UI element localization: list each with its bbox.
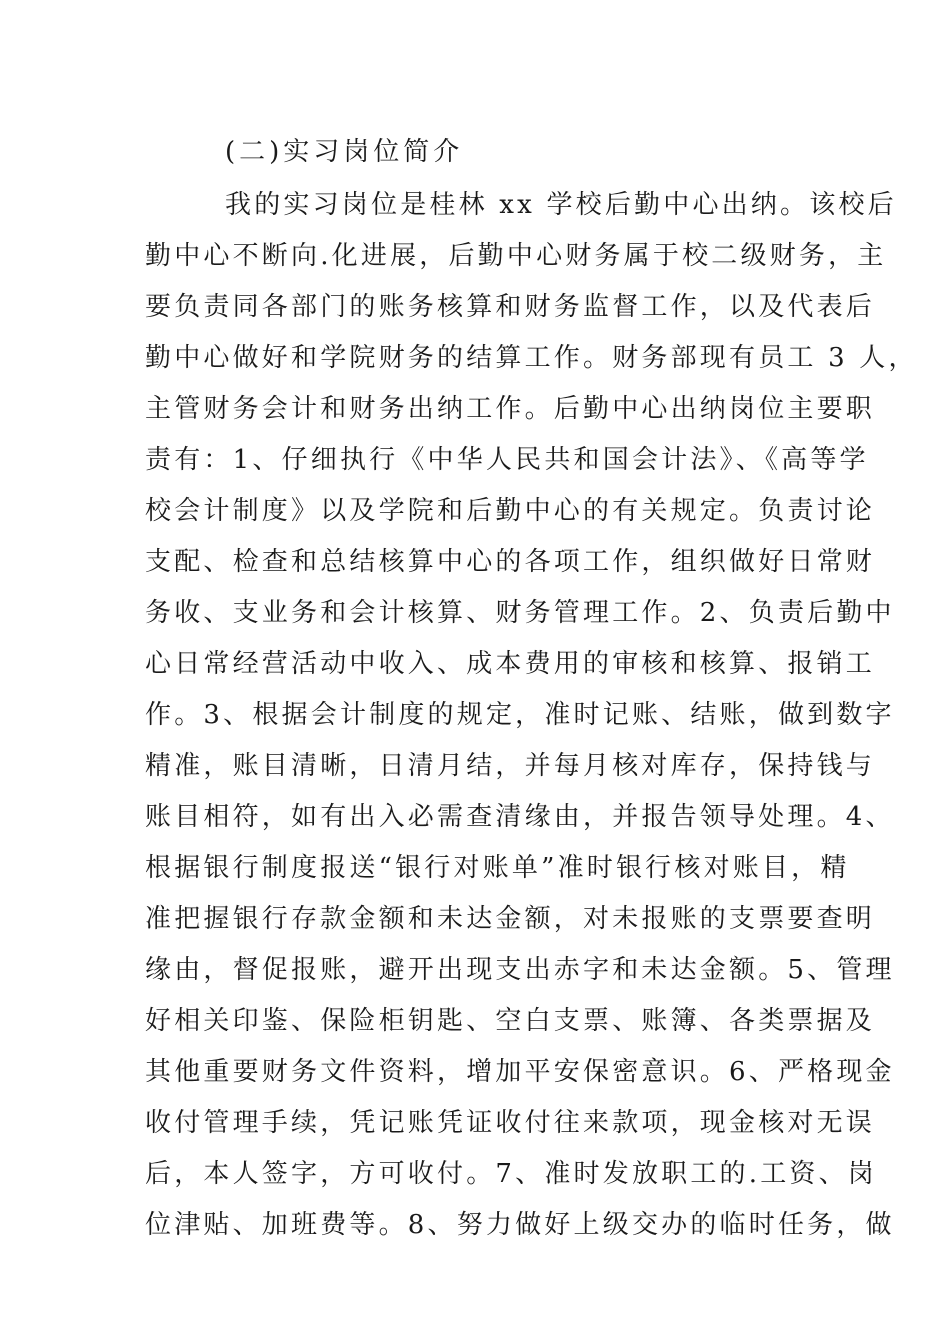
text-line: 支配、检查和总结核算中心的各项工作，组织做好日常财 xyxy=(145,547,876,577)
text-line: 位津贴、加班费等。8、努力做好上级交办的临时任务，做 xyxy=(145,1210,895,1240)
text-line: 精准，账目清晰，日清月结，并每月核对库存，保持钱与 xyxy=(145,751,876,781)
text-line: 缘由，督促报账，避开出现支出赤字和未达金额。5、管理 xyxy=(145,955,895,985)
text-line: 勤中心做好和学院财务的结算工作。财务部现有员工 3 人， xyxy=(145,343,918,373)
text-line: 好相关印鉴、保险柜钥匙、空白支票、账簿、各类票据及 xyxy=(145,1006,876,1036)
text-line: 主管财务会计和财务出纳工作。后勤中心出纳岗位主要职 xyxy=(145,394,876,424)
text-line: 收付管理手续，凭记账凭证收付往来款项，现金核对无误 xyxy=(145,1108,876,1138)
text-line: 我的实习岗位是桂林 xx 学校后勤中心出纳。该校后 xyxy=(225,190,897,220)
text-line: 准把握银行存款金额和未达金额，对未报账的支票要查明 xyxy=(145,904,876,934)
text-line: 校会计制度》以及学院和后勤中心的有关规定。负责讨论 xyxy=(145,496,876,526)
text-line: 作。3、根据会计制度的规定，准时记账、结账，做到数字 xyxy=(145,700,895,730)
text-line: 要负责同各部门的账务核算和财务监督工作，以及代表后 xyxy=(145,292,876,322)
text-line: 账目相符，如有出入必需查清缘由，并报告领导处理。4、 xyxy=(145,802,895,832)
section-heading: (二)实习岗位简介 xyxy=(225,137,464,167)
text-line: 其他重要财务文件资料，增加平安保密意识。6、严格现金 xyxy=(145,1057,895,1087)
text-line: 根据银行制度报送“银行对账单”准时银行核对账目，精 xyxy=(145,853,850,883)
text-line: 务收、支业务和会计核算、财务管理工作。2、负责后勤中 xyxy=(145,598,895,628)
text-line: 责有：1、仔细执行《中华人民共和国会计法》、《高等学 xyxy=(145,445,869,475)
text-line: 心日常经营活动中收入、成本费用的审核和核算、报销工 xyxy=(145,649,876,679)
text-line: 后，本人签字，方可收付。7、准时发放职工的.工资、岗 xyxy=(145,1159,878,1189)
text-line: 勤中心不断向.化进展，后勤中心财务属于校二级财务，主 xyxy=(145,241,887,271)
body-text xyxy=(145,180,918,1251)
